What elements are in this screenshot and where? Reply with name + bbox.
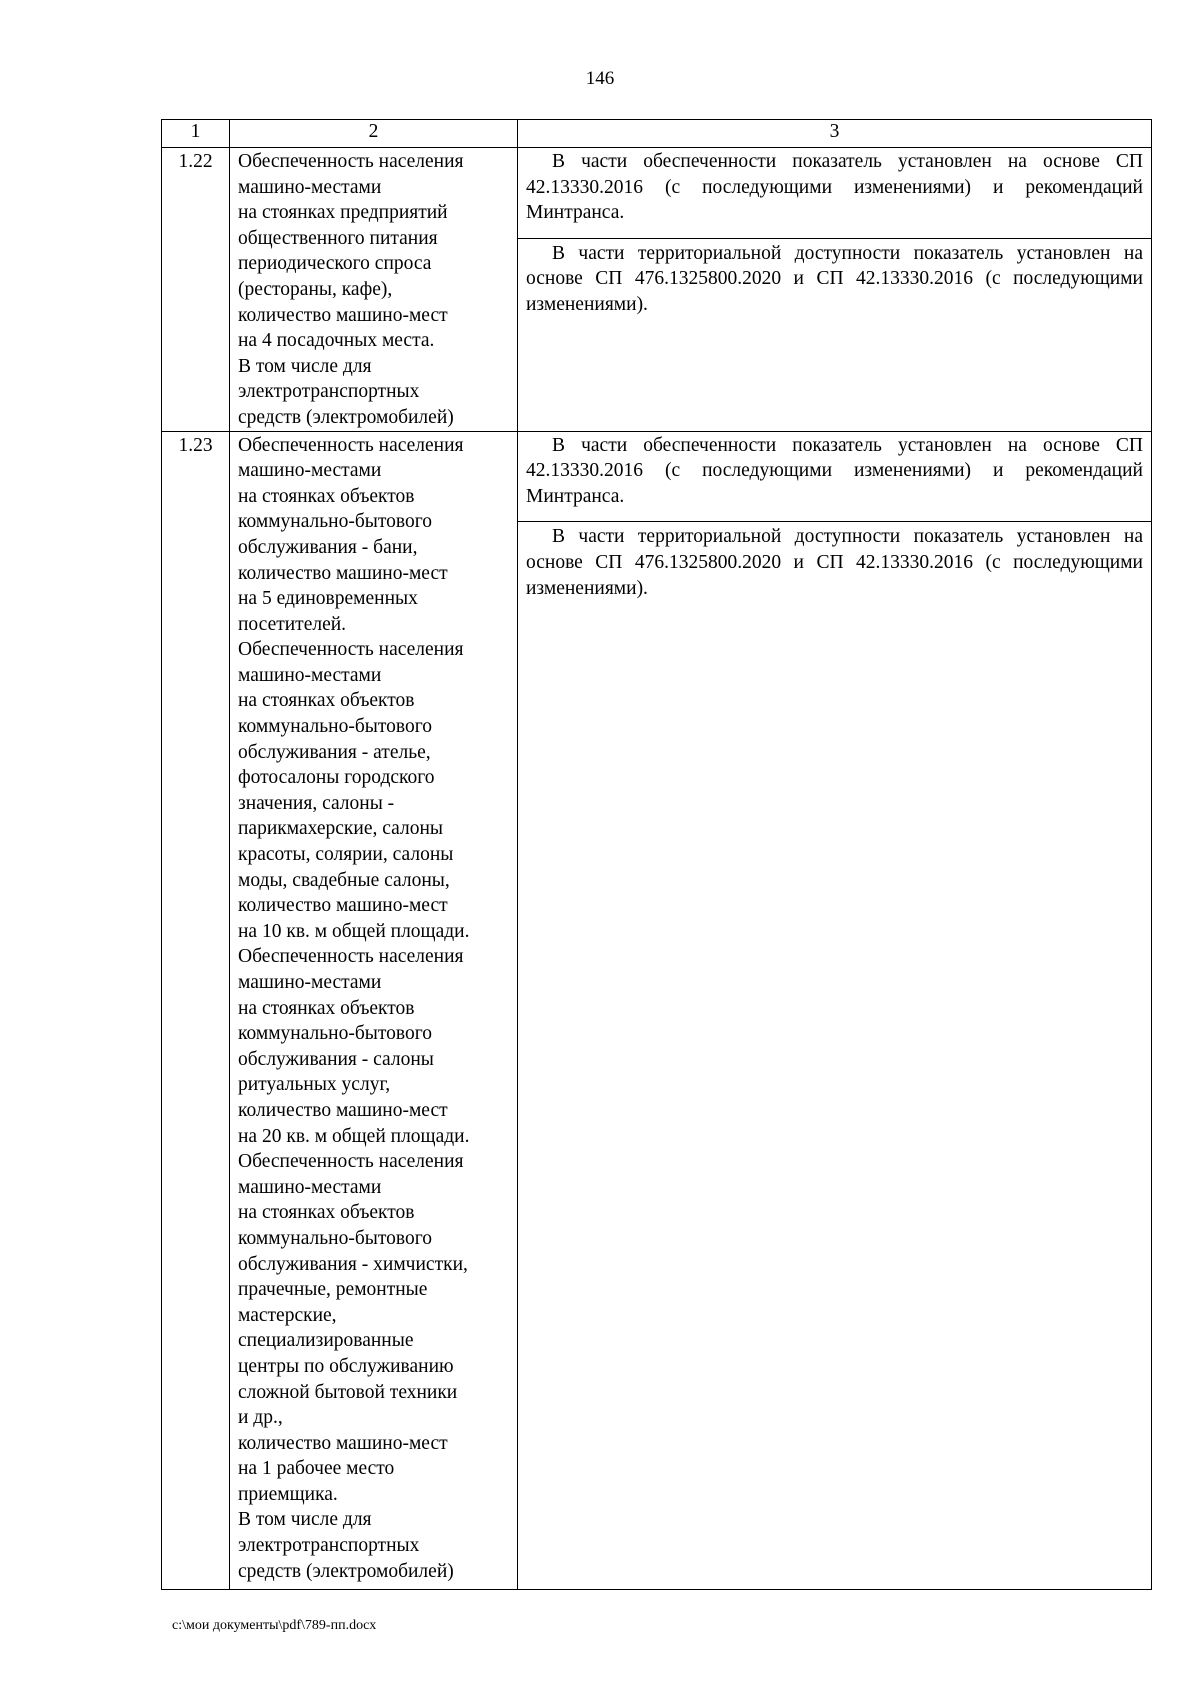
basis-cell <box>518 431 1152 1589</box>
document-file-path: c:\мои документы\pdf\789-пп.docx <box>172 1618 377 1633</box>
page-number: 146 <box>585 68 615 89</box>
basis-text-provision: В части обеспеченности показатель установлен на основе СП 42.13330.2016 (с последующими изменениями) и рекомендаций Минтранса. <box>526 434 1143 507</box>
indicator-description: Обеспеченность населения машино-местами на стоянках объектов коммунально-бытового обслуживания - бани, количество машино-мест на 5 единовременных посетителей. Обеспеченность населения машино-местами на стоянках объектов коммунально-бытового обслуживания - ателье, фотосалоны городского значения, салоны - парикмахерские, салоны красоты, солярии, салоны моды, свадебные салоны, количество машино-мест на 10 кв. м общей площади. Обеспеченность населения машино-местами на стоянках объектов коммунально-бытового обслуживания - салоны ритуальных услуг, количество машино-мест на 20 кв. м общей площади. Обеспеченность населения машино-местами на стоянках объектов коммунально-бытового обслуживания - химчистки, прачечные, ремонтные мастерские, специализированные центры по обслуживанию сложной бытовой техники и др., количество машино-мест на 1 рабочее место приемщика. В том числе для электротранспортных средств (электромобилей) <box>230 431 518 1589</box>
basis-text-accessibility: В части территориальной доступности показатель установлен на основе СП 476.1325800.2020 и СП 42.13330.2016 (с последующими изменениями). <box>518 238 1151 322</box>
basis-text-provision: В части обеспеченности показатель установлен на основе СП 42.13330.2016 (с последующими изменениями) и рекомендаций Минтранса. <box>526 151 1143 224</box>
header-cell-1: 1 <box>162 120 230 148</box>
basis-text-accessibility: В части территориальной доступности показатель установлен на основе СП 476.1325800.2020 и СП 42.13330.2016 (с последующими изменениями). <box>518 521 1151 605</box>
table-header-row <box>162 120 1152 148</box>
row-number: 1.23 <box>162 431 230 1589</box>
table-row <box>162 148 1152 432</box>
header-cell-2: 2 <box>230 120 518 148</box>
norms-table <box>161 119 1152 1590</box>
indicator-description: Обеспеченность населения машино-местами на стоянках предприятий общественного питания периодического спроса (рестораны, кафе), количество машино-мест на 4 посадочных места. В том числе для электротранспортных средств (электромобилей) <box>230 148 518 432</box>
table-row <box>162 431 1152 1589</box>
header-cell-3: 3 <box>518 120 1152 148</box>
basis-cell <box>518 148 1152 432</box>
row-number: 1.22 <box>162 148 230 432</box>
